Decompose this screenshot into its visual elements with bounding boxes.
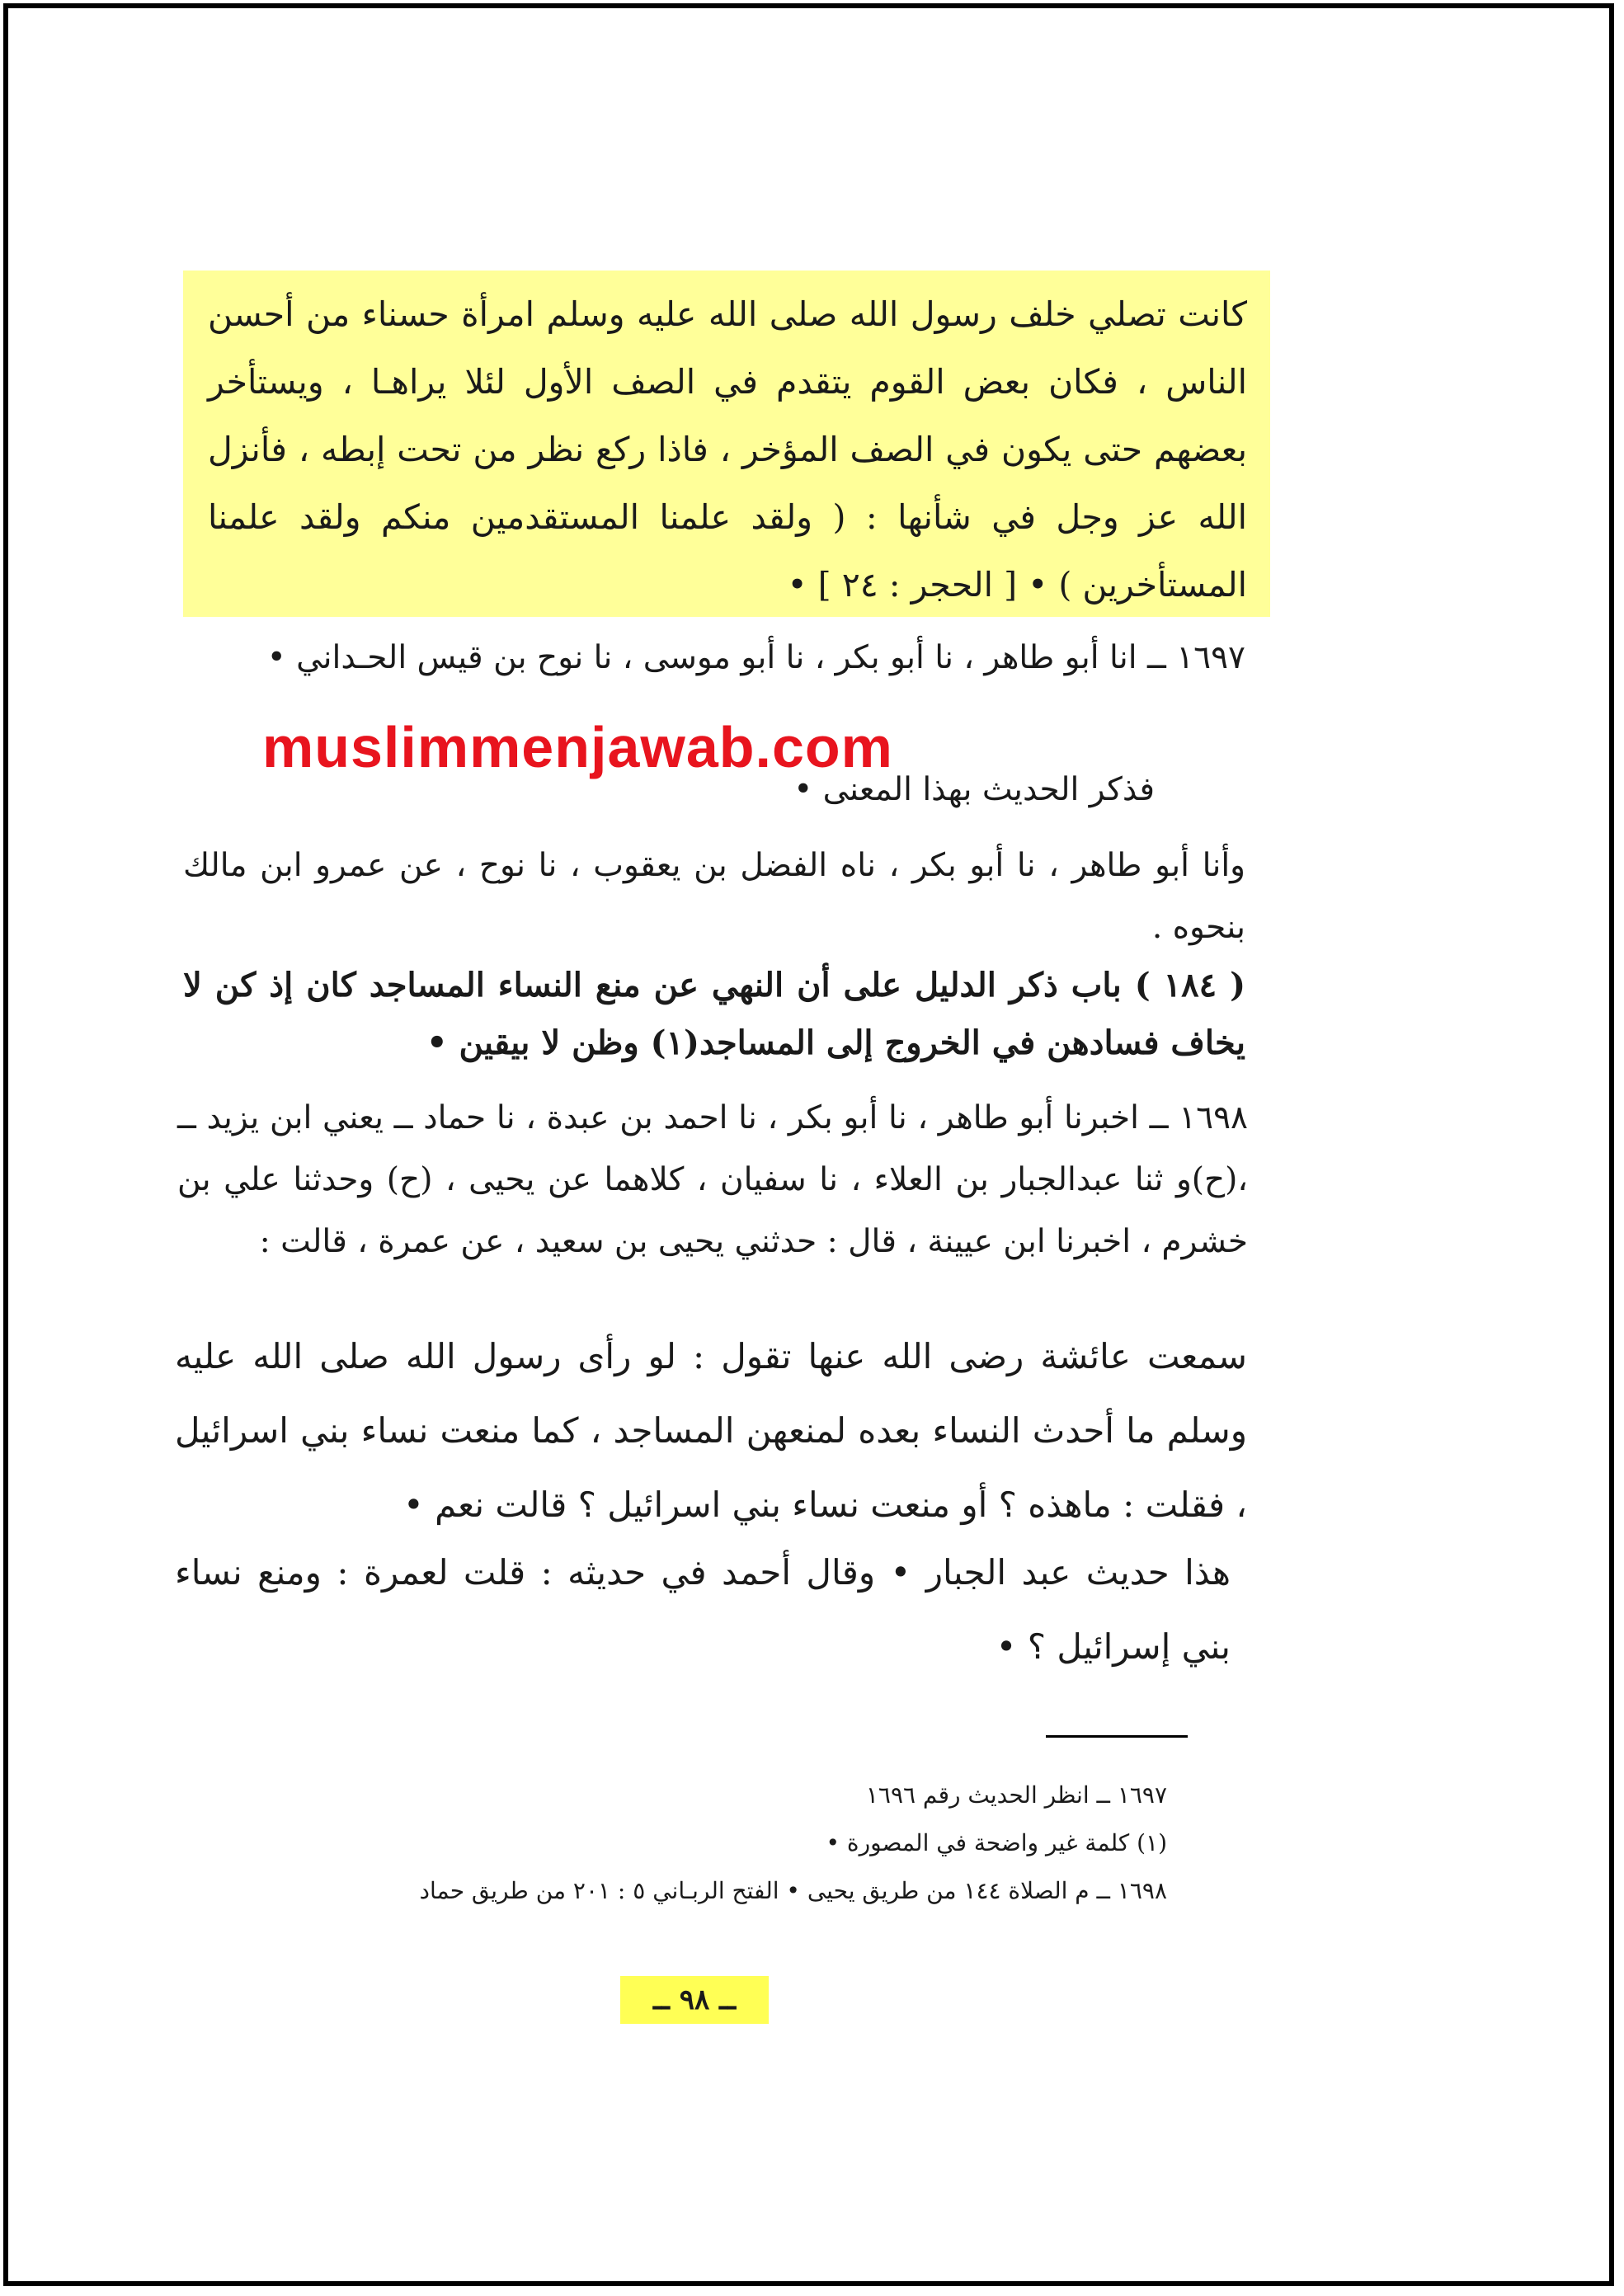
hadith-1698-comment: هذا حديث عبد الجبار • وقال أحمد في حديثه : قلت لعمرة : ومنع نساء بني إسرائيل ؟ •: [175, 1552, 1231, 1667]
footnote-separator: [1046, 1735, 1188, 1738]
footnote-1: (١) كلمة غير واضحة في المصورة •: [826, 1829, 1167, 1856]
hadith-1697-second-isnad: وأنا أبو طاهر ، نا أبو بكر ، ناه الفضل بن يعقوب ، نا نوح ، عن عمرو ابن مالك بنحوه .: [183, 847, 1245, 946]
highlighted-hadith-text: [183, 271, 1270, 617]
highlighted-hadith-body: كانت تصلي خلف رسول الله صلى الله عليه وسلم امرأة حسناء من أحسن الناس ، فكان بعض القوم يتقدم في الصف الأول لئلا يراهـا ، ويستأخر بعضهم حتى يكون في الصف المؤخر ، فاذا ركع نظر من تحت إبطه ، فأنزل الله عز وجل في شأنها : ( ولقد علمنا المستقدمين منكم ولقد علمنا المستأخرين ) • [ الحجر : ٢٤ ] •: [208, 294, 1247, 605]
hadith-1697-isnad: ١٦٩٧ ــ انا أبو طاهر ، نا أبو بكر ، نا أبو موسى ، نا نوح بن قيس الحـداني •: [266, 639, 1245, 676]
hadith-1698-matn: سمعت عائشة رضى الله عنها تقول : لو رأى رسول الله صلى الله عليه وسلم ما أحدث النساء بعده لمنعهن المساجد ، كما منعت نساء بني اسرائيل ، فقلت : ماهذه ؟ أو منعت نساء بني اسرائيل ؟ قالت نعم •: [175, 1336, 1247, 1525]
footnotes: [165, 1771, 1167, 1915]
watermark-text: muslimmenjawab.com: [262, 715, 893, 779]
footnote-1698: ١٦٩٨ ــ م الصلاة ١٤٤ من طريق يحيى • الفتح الربـاني ٥ : ٢٠١ من طريق حماد: [419, 1877, 1167, 1904]
chapter-heading: ( ١٨٤ ) باب ذكر الدليل على أن النهي عن منع النساء المساجد كان إذ كن لا يخاف فسادهن في الخروج إلى المساجد(١) وظن لا بيقين •: [183, 966, 1245, 1062]
hadith-1698-isnad: ١٦٩٨ ــ اخبرنا أبو طاهر ، نا أبو بكر ، نا احمد بن عبدة ، نا حماد ــ يعني ابن يزيد ــ ،(ح)و ثنا عبدالجبار بن العلاء ، نا سفيان ، كلاهما عن يحيى ، (ح) وحدثنا علي بن خشرم ، اخبرنا ابن عيينة ، قال : حدثني يحيى بن سعيد ، عن عمرة ، قالت :: [177, 1099, 1248, 1260]
footnote-1697: ١٦٩٧ ــ انظر الحديث رقم ١٦٩٦: [865, 1781, 1167, 1809]
page-number: ــ ٩٨ ــ: [620, 1976, 769, 2024]
hadith-1697-note: فذكر الحديث بهذا المعنى •: [793, 771, 1155, 808]
